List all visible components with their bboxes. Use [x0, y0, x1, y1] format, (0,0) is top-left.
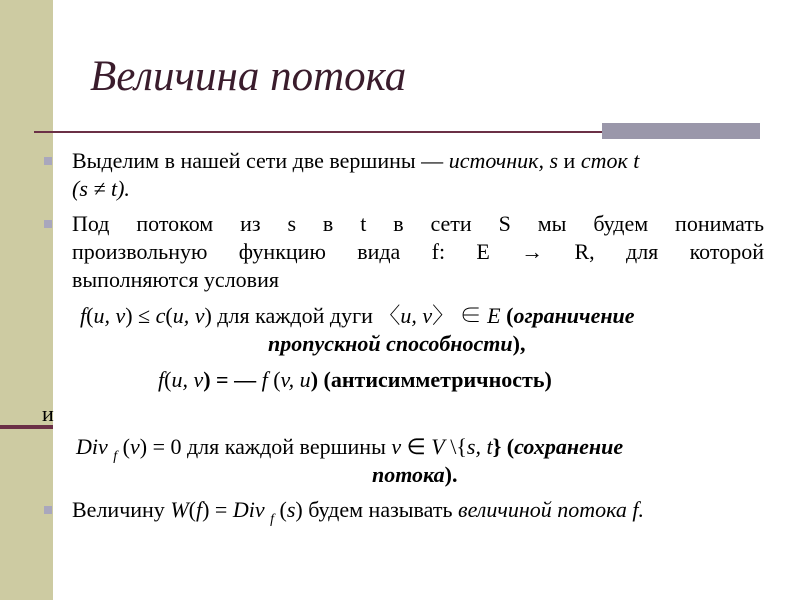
paren: } (: [492, 434, 515, 459]
math-f-sub: f: [270, 512, 274, 527]
math-op: \{: [444, 434, 467, 459]
math-E: E: [487, 303, 501, 328]
bullet2-line2: произвольную функцию вида f: E → R, для которой: [72, 239, 764, 264]
paren: ) (: [310, 367, 331, 392]
math-op: ) = —: [203, 367, 262, 392]
bullet-marker: [44, 220, 52, 228]
bullet1-text: Выделим в нашей сети две вершины —: [72, 148, 449, 173]
condition-text: ) = 0 для каждой вершины: [139, 434, 392, 459]
bullet2-line1: Под потоком из s в t в сети S мы будем понимать: [72, 211, 764, 236]
condition-text: ) для каждой дуги 〈: [204, 303, 401, 328]
math-op: ) ≤: [125, 303, 156, 328]
sink-term: сток t: [580, 148, 640, 173]
paren: ).: [444, 462, 458, 487]
bullet3-text: ) будем называть: [295, 497, 459, 522]
math-f: f: [195, 497, 203, 522]
condition-conservation-cont: [372, 461, 458, 489]
math-op: ) =: [202, 497, 233, 522]
math-f-sub: f: [113, 449, 118, 464]
flow-value-term: величиной потока f.: [458, 497, 645, 522]
math-uv: u, v: [172, 303, 205, 328]
constraint-name: сохранение: [514, 434, 624, 459]
conjunction-and: и: [42, 401, 54, 426]
bullet1-line1: [72, 147, 639, 175]
constraint-name: потока: [372, 462, 445, 487]
condition-capacity-cont: [268, 330, 525, 358]
paren: (: [165, 303, 173, 328]
math-op: ∈: [401, 434, 432, 459]
condition-capacity: [80, 302, 635, 330]
math-f: f: [80, 303, 87, 328]
math-op: 〉 ∈: [432, 303, 488, 328]
paren: (: [188, 497, 196, 522]
slide-title: Величина потока: [90, 53, 407, 100]
paren: (: [267, 367, 281, 392]
math-st: s, t: [466, 434, 493, 459]
inequality: (s ≠ t).: [72, 176, 130, 201]
paren: (: [86, 303, 94, 328]
bullet3-line: [72, 496, 644, 534]
paren: (: [164, 367, 172, 392]
paren: (: [117, 434, 130, 459]
bullet-marker: [44, 506, 52, 514]
bullet1-line2: [72, 175, 130, 203]
math-f: f: [158, 367, 165, 392]
math-uv: u, v: [171, 367, 204, 392]
math-uv: u, v: [400, 303, 433, 328]
bullet-marker: [44, 157, 52, 165]
paren: (: [273, 497, 287, 522]
paren: (: [500, 303, 514, 328]
constraint-name: пропускной способности: [268, 331, 513, 356]
source-term: источник, s: [448, 148, 559, 173]
math-uv: u, v: [93, 303, 126, 328]
paren: ),: [512, 331, 526, 356]
math-W: W: [170, 497, 189, 522]
condition-conservation: [76, 433, 623, 471]
math-f: f: [261, 367, 268, 392]
math-div: Div: [76, 434, 114, 459]
bullet2-line3: выполняются условия: [72, 267, 279, 292]
math-div: Div: [232, 497, 271, 522]
bullet3-text: Величину: [72, 497, 171, 522]
math-V: V: [431, 434, 445, 459]
math-s: s: [286, 497, 296, 522]
math-vu: v, u: [280, 367, 311, 392]
constraint-name: антисимметричность: [330, 367, 545, 392]
math-v: v: [129, 434, 140, 459]
conjunction: и: [558, 148, 581, 173]
math-v: v: [391, 434, 402, 459]
condition-antisymmetry: [158, 366, 552, 394]
constraint-name: ограничение: [513, 303, 635, 328]
math-c: c: [155, 303, 166, 328]
paren: ): [544, 367, 552, 392]
